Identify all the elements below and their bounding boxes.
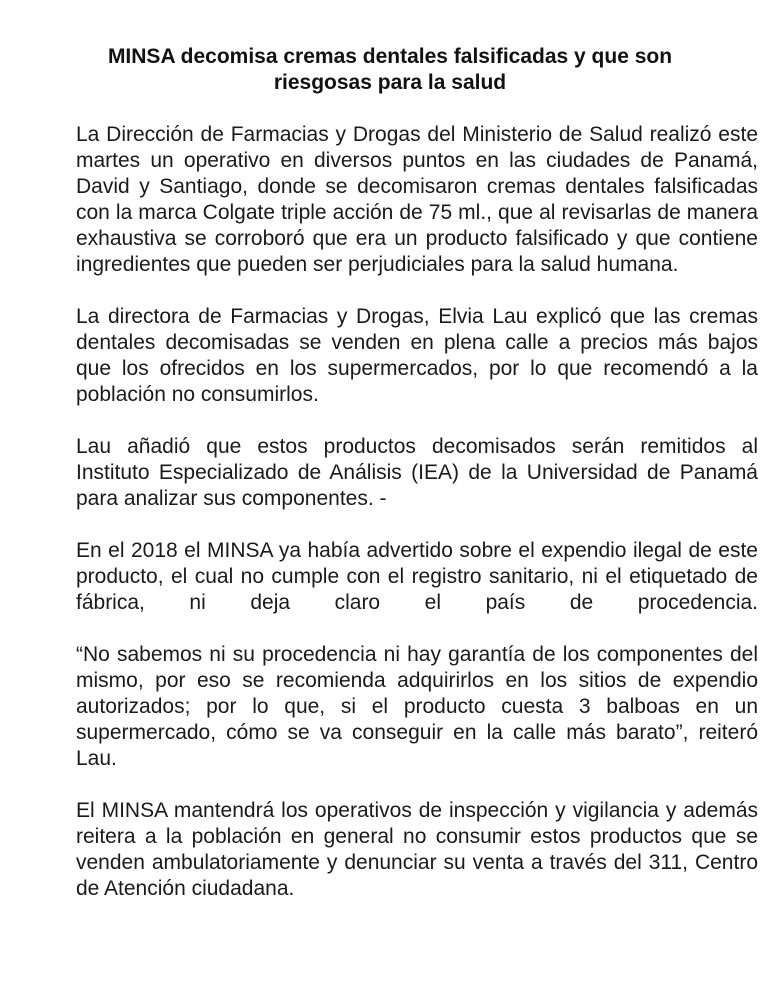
article-title-line: riesgosas para la salud bbox=[273, 71, 507, 94]
paragraph-line: población no consumirlos. bbox=[76, 383, 319, 406]
paragraph-line: David y Santiago, donde se decomisaron cremas dentales falsificadas bbox=[76, 175, 758, 198]
article-paragraph bbox=[76, 798, 758, 902]
paragraph-line: Lau. bbox=[76, 747, 117, 770]
paragraph-line: con la marca Colgate triple acción de 75 ml., que al revisarlas de manera bbox=[76, 201, 758, 224]
paragraph-line: fábrica, ni deja claro el país de procedencia. bbox=[76, 591, 758, 614]
paragraph-line: La Dirección de Farmacias y Drogas del Ministerio de Salud realizó este bbox=[76, 123, 758, 146]
paragraph-line: ingredientes que pueden ser perjudiciales para la salud humana. bbox=[76, 253, 679, 276]
paragraph-line: En el 2018 el MINSA ya había advertido sobre el expendio ilegal de este bbox=[76, 539, 758, 562]
paragraph-line: La directora de Farmacias y Drogas, Elvia Lau explicó que las cremas bbox=[76, 305, 758, 328]
paragraph-line: Instituto Especializado de Análisis (IEA) de la Universidad de Panamá bbox=[76, 461, 758, 484]
article-body bbox=[76, 122, 758, 928]
paragraph-line: martes un operativo en diversos puntos en las ciudades de Panamá, bbox=[76, 149, 758, 172]
paragraph-line: de Atención ciudadana. bbox=[76, 877, 295, 900]
paragraph-line: exhaustiva se corroboró que era un producto falsificado y que contiene bbox=[76, 227, 758, 250]
paragraph-line: Lau añadió que estos productos decomisados serán remitidos al bbox=[76, 435, 758, 458]
paragraph-line: venden ambulatoriamente y denunciar su venta a través del 311, Centro bbox=[76, 851, 758, 874]
article-paragraph bbox=[76, 122, 758, 278]
paragraph-line: supermercado, cómo se va conseguir en la calle más barato”, reiteró bbox=[76, 721, 758, 744]
paragraph-line: “No sabemos ni su procedencia ni hay garantía de los componentes del bbox=[76, 643, 758, 666]
paragraph-line: dentales decomisadas se venden en plena calle a precios más bajos bbox=[76, 331, 758, 354]
paragraph-line: autorizados; por lo que, si el producto cuesta 3 balboas en un bbox=[76, 695, 758, 718]
paragraph-line: producto, el cual no cumple con el registro sanitario, ni el etiquetado de bbox=[76, 565, 758, 588]
article-title bbox=[60, 44, 720, 96]
paragraph-line: que los ofrecidos en los supermercados, por lo que recomendó a la bbox=[76, 357, 758, 380]
article-paragraph bbox=[76, 304, 758, 408]
paragraph-line: para analizar sus componentes. - bbox=[76, 487, 387, 510]
article-title-line: MINSA decomisa cremas dentales falsificadas y que son bbox=[107, 45, 673, 68]
paragraph-line: El MINSA mantendrá los operativos de inspección y vigilancia y además bbox=[76, 799, 758, 822]
article-paragraph bbox=[76, 642, 758, 772]
paragraph-line: reitera a la población en general no consumir estos productos que se bbox=[76, 825, 758, 848]
article-paragraph bbox=[76, 434, 758, 512]
article-paragraph bbox=[76, 538, 758, 616]
paragraph-line: mismo, por eso se recomienda adquirirlos en los sitios de expendio bbox=[76, 669, 758, 692]
